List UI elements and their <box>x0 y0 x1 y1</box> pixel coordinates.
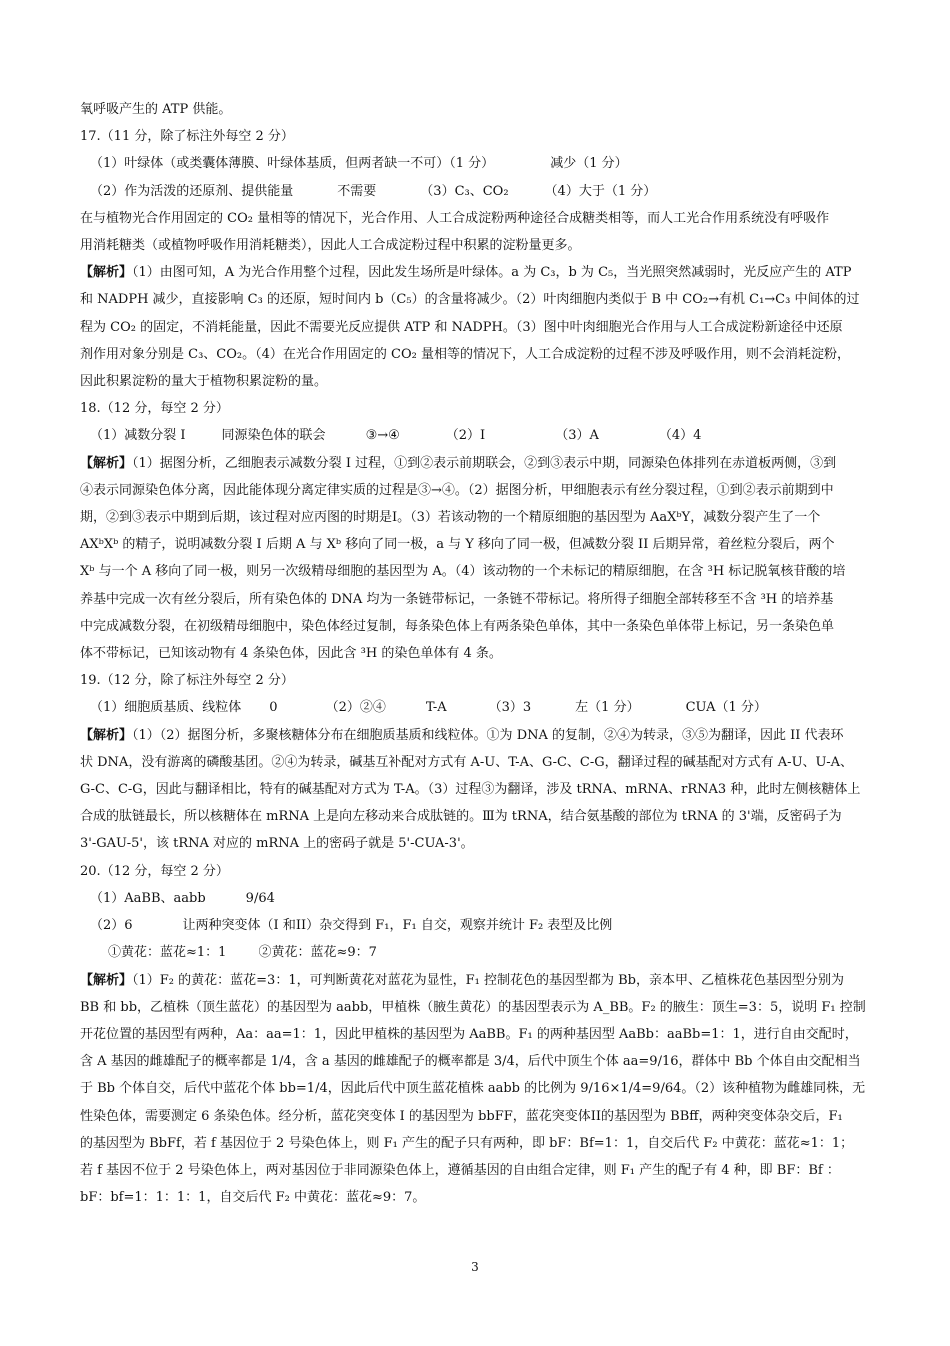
q20-answer-1b: 9/64 <box>245 890 275 906</box>
document-page <box>80 96 872 1211</box>
q17-analysis-line: 因此积累淀粉的量大于植物积累淀粉的量。 <box>80 374 328 390</box>
analysis-label: 【解析】 <box>80 727 133 743</box>
q20-analysis-line: bF：bf=1：1：1：1，自交后代 F₂ 中黄花：蓝花≈9：7。 <box>80 1190 426 1206</box>
q19-analysis-line: 3'-GAU-5'，该 tRNA 对应的 mRNA 上的密码子就是 5'-CUA-3'。 <box>80 836 474 852</box>
q20-answer-row1 <box>80 885 872 912</box>
q17-header: 17.（11 分，除了标注外每空 2 分） <box>80 129 294 145</box>
q20-analysis-line: 开花位置的基因型有两种，Aa：aa=1：1，因此甲植株的基因型为 AaBB。F₁ 的两种基因型 AaBb：aaBb=1：1，进行自由交配时， <box>80 1026 858 1042</box>
q19-answer: 左（1 分） <box>575 700 640 716</box>
q18-answer: （1）减数分裂 Ⅰ <box>90 428 186 444</box>
q17-answer-row2 <box>80 178 872 205</box>
q20-analysis-line: 的基因型为 BbFf，若 f 基因位于 2 号染色体上，则 F₁ 产生的配子只有两种，即 bF：Bf=1：1，自交后代 F₂ 中黄花：蓝花≈1：1； <box>80 1135 854 1151</box>
q17-analysis-line: 和 NADPH 减少，直接影响 C₃ 的还原，短时间内 b（C₅）的含量将减少。（2）叶肉细胞内类似于 B 中 CO₂→有机 C₁→C₃ 中间体的过 <box>80 292 860 308</box>
page-number: 3 <box>471 1260 479 1274</box>
q18-analysis-line: Xᵇ 与一个 A 移向了同一极，则另一次级精母细胞的基因型为 A。（4）该动物的一个未标记的精原细胞，在含 ³H 标记脱氧核苷酸的培 <box>80 564 846 580</box>
q17-analysis-line: 程为 CO₂ 的固定，不消耗能量，因此不需要光反应提供 ATP 和 NADPH。（3）图中叶肉细胞光合作用与人工合成淀粉新途径中还原 <box>80 319 843 335</box>
q17-answer-row1 <box>80 150 872 177</box>
q17-answer-4: （4）大于（1 分） <box>544 183 657 199</box>
q20-answer-3: ①黄花：蓝花≈1：1 <box>108 945 227 961</box>
q18-analysis-line: 期，②到③表示中期到后期，该过程对应丙图的时期是Ⅰ。（3）若该动物的一个精原细胞的基因型为 AaXᵇY，减数分裂产生了一个 <box>80 510 821 526</box>
q19-answer: （1）细胞质基质、线粒体 <box>90 700 242 716</box>
q18-answer-row <box>80 422 872 449</box>
q18-analysis-line: 体不带标记，已知该动物有 4 条染色体，因此含 ³H 的染色单体有 4 条。 <box>80 646 502 662</box>
q20-header: 20.（12 分，每空 2 分） <box>80 863 229 879</box>
q19-answer: CUA（1 分） <box>685 700 767 716</box>
q19-answer: （2）②④ <box>325 700 386 716</box>
q20-analysis-line: 【解析】（1）F₂ 的黄花：蓝花=3：1，可判断黄花对蓝花为显性，F₁ 控制花色的基因型都为 Bb，亲本甲、乙植株花色基因型分别为 <box>80 972 844 988</box>
q17-para-line: 用消耗糖类（或植物呼吸作用消耗糖类），因此人工合成淀粉过程中积累的淀粉量更多。 <box>80 238 581 254</box>
q19-answer-row <box>80 694 872 721</box>
q20-analysis-line: 若 f 基因不位于 2 号染色体上，两对基因位于非同源染色体上，遵循基因的自由组合定律，则 F₁ 产生的配子有 4 种，即 BF：Bf ： <box>80 1162 840 1178</box>
q20-analysis-line: BB 和 bb，乙植株（顶生蓝花）的基因型为 aabb，甲植株（腋生黄花）的基因型表示为 A_BB。F₂ 的腋生：顶生=3：5，说明 F₁ 控制 <box>80 999 866 1015</box>
q20-answer-1: （1）AaBB、aabb <box>90 890 206 906</box>
q17-analysis-line: 剂作用对象分别是 C₃、CO₂。（4）在光合作用固定的 CO₂ 量相等的情况下，人工合成淀粉的过程不涉及呼吸作用，则不会消耗淀粉， <box>80 346 850 362</box>
q19-header: 19.（12 分，除了标注外每空 2 分） <box>80 673 294 689</box>
q18-answer: （2）Ⅰ <box>445 428 486 444</box>
q19-analysis-line: 【解析】（1）（2）据图分析，多聚核糖体分布在细胞质基质和线粒体。①为 DNA 的复制，②④为转录，③⑤为翻译，因此 II 代表环 <box>80 727 844 743</box>
q18-analysis-line: ④表示同源染色体分离，因此能体现分离定律实质的过程是③→④。（2）据图分析，甲细胞表示有丝分裂过程，①到②表示前期到中 <box>80 482 834 498</box>
q19-answer: （3）3 <box>488 700 532 716</box>
q17-answer-1: （1）叶绿体（或类囊体薄膜、叶绿体基质，但两者缺一不可）（1 分） <box>90 156 495 172</box>
q20-answer-2: （2）6 <box>90 918 133 934</box>
text-line: 氧呼吸产生的 ATP 供能。 <box>80 102 232 117</box>
q18-answer: ③→④ <box>365 428 400 444</box>
q20-answer-2b: 让两种突变体（I 和II）杂交得到 F₁，F₁ 自交，观察并统计 F₂ 表型及比例 <box>182 918 613 934</box>
q17-para-line: 在与植物光合作用固定的 CO₂ 量相等的情况下，光合作用、人工合成淀粉两种途径合成糖类相等，而人工光合作用系统没有呼吸作 <box>80 210 830 226</box>
analysis-label: 【解析】 <box>80 265 133 281</box>
q17-answer-3: （3）C₃、CO₂ <box>420 183 509 199</box>
q20-analysis-line: 含 A 基因的雌雄配子的概率都是 1/4，含 a 基因的雌雄配子的概率都是 3/4，后代中顶生个体 aa=9/16，群体中 Bb 个体自由交配相当 <box>80 1054 861 1070</box>
q18-analysis-line: AXᵇXᵇ 的精子，说明减数分裂 I 后期 A 与 Xᵇ 移向了同一极，a 与 Y 移向了同一极，但减数分裂 II 后期异常，着丝粒分裂后，两个 <box>80 537 835 553</box>
analysis-label: 【解析】 <box>80 455 133 471</box>
q19-answer: 0 <box>269 700 278 716</box>
q20-analysis-line: 于 Bb 个体自交，后代中蓝花个体 bb=1/4，因此后代中顶生蓝花植株 aabb 的比例为 9/16×1/4=9/64。（2）该种植物为雌雄同株，无 <box>80 1081 866 1097</box>
q19-analysis-line: G-C、C-G，因此与翻译相比，特有的碱基配对方式为 T-A。（3）过程③为翻译，涉及 tRNA、mRNA、rRNA3 种，此时左侧核糖体上 <box>80 782 861 798</box>
q18-answer: （4）4 <box>658 428 702 444</box>
q17-answer-1b: 减少（1 分） <box>550 156 628 172</box>
q18-answer: （3）A <box>555 428 599 444</box>
q18-analysis-line: 养基中完成一次有丝分裂后，所有染色体的 DNA 均为一条链带标记，一条链不带标记。将所得子细胞全部转移至不含 ³H 的培养基 <box>80 591 834 607</box>
analysis-label: 【解析】 <box>80 972 133 988</box>
q20-analysis-line: 性染色体，需要测定 6 条染色体。经分析，蓝花突变体 I 的基因型为 bbFF，蓝花突变体II的基因型为 BBff，两种突变体杂交后，F₁ <box>80 1108 843 1124</box>
q18-header: 18.（12 分，每空 2 分） <box>80 401 229 417</box>
q17-answer-2b: 不需要 <box>337 183 377 199</box>
q20-answer-row3 <box>80 939 872 966</box>
q19-analysis-line: 状 DNA，没有游离的磷酸基团。②④为转录，碱基互补配对方式有 A-U、T-A、G-C、C-G，翻译过程的碱基配对方式有 A-U、U-A、 <box>80 754 854 770</box>
q20-answer-row2 <box>80 912 872 939</box>
q20-answer-3b: ②黄花：蓝花≈9：7 <box>258 945 377 961</box>
q17-answer-2: （2）作为活泼的还原剂、提供能量 <box>90 183 294 199</box>
q19-analysis-line: 合成的肽链最长，所以核糖体在 mRNA 上是向左移动来合成肽链的。Ⅲ为 tRNA，结合氨基酸的部位为 tRNA 的 3'端，反密码子为 <box>80 809 842 825</box>
q17-analysis-line: 【解析】（1）由图可知，A 为光合作用整个过程，因此发生场所是叶绿体。a 为 C₃，b 为 C₅，当光照突然减弱时，光反应产生的 ATP <box>80 265 852 281</box>
q18-analysis-line: 中完成减数分裂，在初级精母细胞中，染色体经过复制，每条染色体上有两条染色单体，其中一条染色单体带上标记，另一条染色单 <box>80 618 835 634</box>
q18-answer: 同源染色体的联会 <box>221 428 326 444</box>
q18-analysis-line: 【解析】（1）据图分析，乙细胞表示减数分裂 I 过程，①到②表示前期联会，②到③表示中期，同源染色体排列在赤道板两侧，③到 <box>80 455 837 471</box>
q19-answer: T-A <box>425 700 447 716</box>
